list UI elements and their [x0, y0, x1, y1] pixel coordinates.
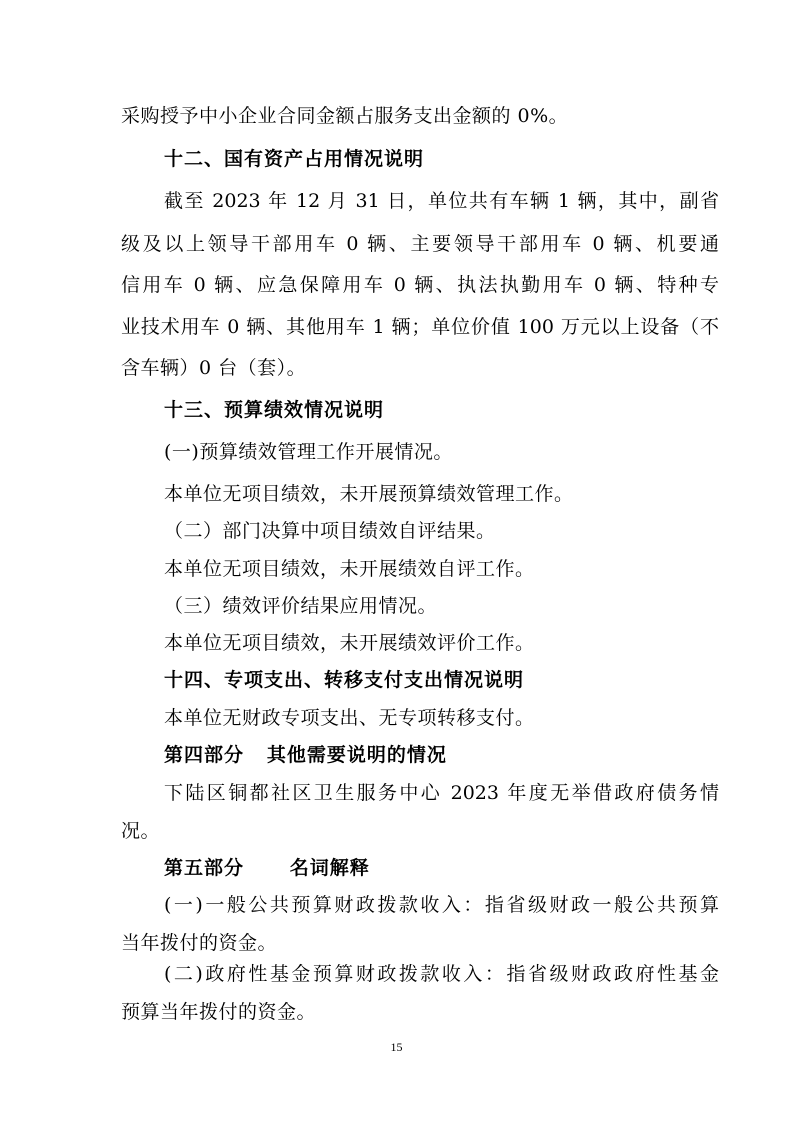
definition-line-2b: 预算当年拨付的资金。	[121, 1001, 317, 1023]
section-heading-12: 十二、国有资产占用情况说明	[164, 148, 425, 170]
definition-line-1b: 当年拨付的资金。	[121, 932, 278, 954]
body-line-debt-1: 下陆区铜都社区卫生服务中心 2023 年度无举借政府债务情	[164, 782, 719, 804]
subsection-heading-13-2: （二）部门决算中项目绩效自评结果。	[164, 520, 496, 542]
body-line-purchase-share: 采购授予中小企业合同金额占服务支出金额的 0%。	[121, 105, 569, 127]
body-line-14: 本单位无财政专项支出、无专项转移支付。	[164, 707, 535, 729]
body-line-13-3: 本单位无项目绩效，未开展绩效评价工作。	[164, 632, 535, 654]
body-line-debt-2: 况。	[121, 820, 161, 842]
body-line-vehicles-1: 截至 2023 年 12 月 31 日，单位共有车辆 1 辆，其中，副省	[164, 190, 719, 212]
section-heading-14: 十四、专项支出、转移支付支出情况说明	[164, 669, 525, 691]
section-heading-13: 十三、预算绩效情况说明	[164, 399, 385, 421]
definition-line-1a: (一)一般公共预算财政拨款收入：指省级财政一般公共预算	[164, 894, 719, 916]
subsection-heading-13-1: (一)预算绩效管理工作开展情况。	[164, 441, 453, 463]
subsection-heading-13-3: （三）绩效评价结果应用情况。	[164, 595, 438, 617]
body-line-13-1: 本单位无项目绩效，未开展预算绩效管理工作。	[164, 483, 574, 505]
body-line-vehicles-4: 业技术用车 0 辆、其他用车 1 辆；单位价值 100 万元以上设备（不	[121, 316, 719, 338]
definition-line-2a: (二)政府性基金预算财政拨款收入：指省级财政政府性基金	[164, 963, 719, 985]
body-line-vehicles-5: 含车辆）0 台（套）。	[121, 357, 307, 379]
part-heading-4: 第四部分 其他需要说明的情况	[164, 744, 447, 766]
body-line-vehicles-2: 级及以上领导干部用车 0 辆、主要领导干部用车 0 辆、机要通	[121, 233, 719, 255]
body-line-vehicles-3: 信用车 0 辆、应急保障用车 0 辆、执法执勤用车 0 辆、特种专	[121, 274, 719, 296]
part-heading-5: 第五部分 名词解释	[164, 857, 370, 879]
page-number: 15	[390, 1040, 403, 1054]
body-line-13-2: 本单位无项目绩效，未开展绩效自评工作。	[164, 558, 535, 580]
